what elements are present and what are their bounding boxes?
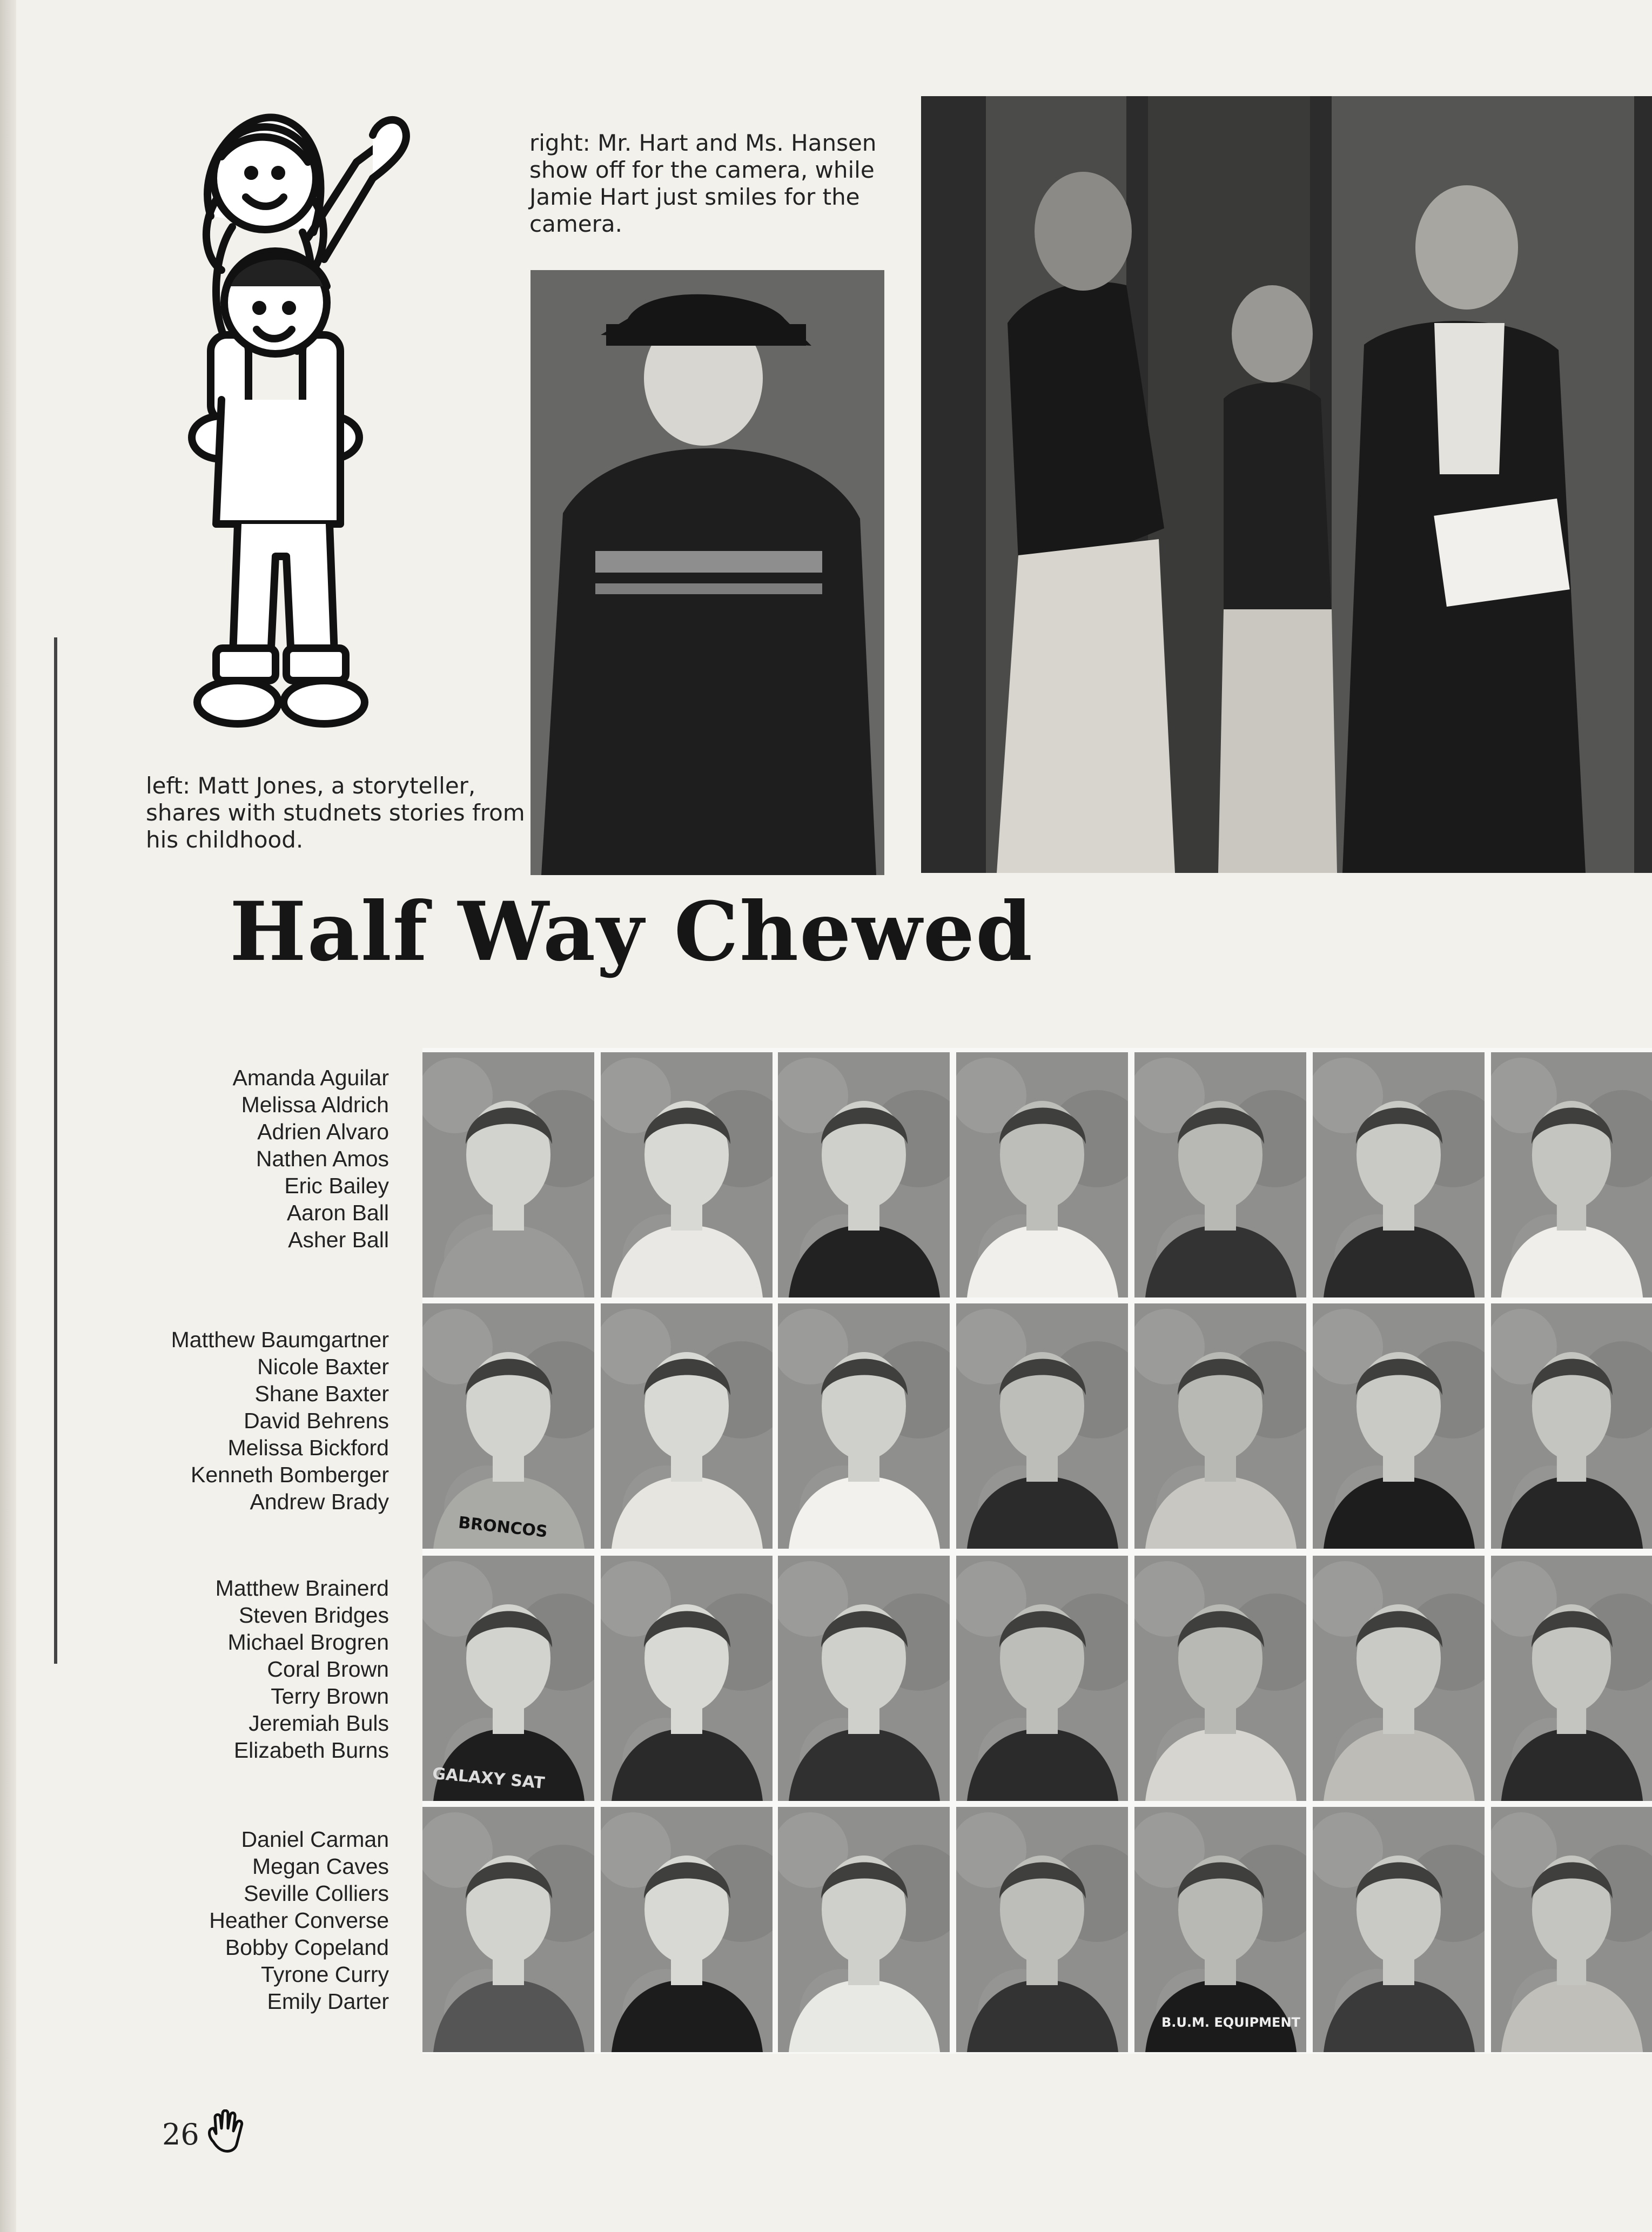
student-name: Nicole Baxter — [257, 1354, 389, 1379]
student-portrait — [601, 1807, 773, 2052]
student-name: Heather Converse — [209, 1908, 389, 1933]
student-name: Megan Caves — [252, 1854, 389, 1879]
student-name: Shane Baxter — [254, 1381, 389, 1406]
student-portrait — [956, 1052, 1128, 1297]
student-name: Elizabeth Burns — [233, 1738, 389, 1763]
student-name: Emily Darter — [267, 1989, 389, 2014]
student-portrait — [1491, 1052, 1652, 1297]
student-portrait — [1313, 1807, 1485, 2052]
student-name: Coral Brown — [267, 1657, 389, 1682]
student-portrait — [956, 1556, 1128, 1801]
student-portrait — [1491, 1556, 1652, 1801]
student-name: Asher Ball — [288, 1227, 389, 1252]
student-portrait — [601, 1052, 773, 1297]
student-portrait — [1491, 1807, 1652, 2052]
book-spine — [0, 0, 16, 2232]
student-portrait — [422, 1807, 594, 2052]
student-portrait — [778, 1303, 950, 1549]
student-name: Aaron Ball — [286, 1200, 389, 1225]
student-portrait — [601, 1303, 773, 1549]
student-portrait — [1313, 1556, 1485, 1801]
student-name: Terry Brown — [271, 1684, 389, 1709]
student-portrait — [1491, 1303, 1652, 1549]
student-name: Michael Brogren — [227, 1630, 389, 1655]
student-name: Jeremiah Buls — [249, 1711, 389, 1736]
student-portrait — [1134, 1556, 1306, 1801]
student-name: Seville Colliers — [244, 1881, 389, 1906]
student-name: Tyrone Curry — [261, 1962, 389, 1987]
shirt-text-broncos: BRONCOS — [457, 1513, 549, 1542]
student-name: Daniel Carman — [241, 1827, 389, 1852]
child-on-shoulders-icon — [178, 97, 448, 735]
student-name: Matthew Baumgartner — [171, 1327, 389, 1352]
student-name: Bobby Copeland — [225, 1935, 389, 1960]
student-name: Melissa Aldrich — [241, 1092, 389, 1117]
student-portrait — [422, 1303, 594, 1549]
student-portrait — [778, 1052, 950, 1297]
student-portrait — [778, 1807, 950, 2052]
student-portrait — [1134, 1052, 1306, 1297]
student-portrait — [422, 1556, 594, 1801]
student-name: Matthew Brainerd — [215, 1576, 389, 1601]
caption-right: right: Mr. Hart and Ms. Hansen show off for the camera, while Jamie Hart just smiles for the camera. — [529, 130, 877, 237]
names-row-1 — [108, 1064, 389, 1253]
student-portrait — [956, 1303, 1128, 1549]
group-photo — [921, 96, 1652, 873]
student-name: Andrew Brady — [250, 1489, 389, 1514]
student-portrait — [956, 1807, 1128, 2052]
hand-icon — [205, 2109, 249, 2158]
storyteller-photo — [530, 270, 884, 875]
student-name: Eric Bailey — [284, 1173, 389, 1198]
student-portrait — [601, 1556, 773, 1801]
student-name: David Behrens — [244, 1408, 389, 1433]
student-name: Amanda Aguilar — [232, 1065, 389, 1090]
page-number: 26 — [162, 2117, 199, 2152]
student-portrait — [778, 1556, 950, 1801]
shirt-text-bum: B.U.M. EQUIPMENT — [1161, 2015, 1300, 2030]
names-row-2 — [108, 1326, 389, 1515]
student-portrait — [1313, 1052, 1485, 1297]
student-name: Steven Bridges — [238, 1603, 389, 1628]
student-portrait — [1313, 1303, 1485, 1549]
caption-left: left: Matt Jones, a storyteller, shares with studnets stories from his childhood. — [146, 772, 525, 853]
student-name: Adrien Alvaro — [257, 1119, 389, 1144]
student-name: Melissa Bickford — [227, 1435, 389, 1460]
student-portrait — [422, 1052, 594, 1297]
student-name: Kenneth Bomberger — [191, 1462, 389, 1487]
names-row-4 — [108, 1826, 389, 2015]
student-name: Nathen Amos — [256, 1146, 389, 1171]
page-title: Half Way Chewed — [230, 884, 1033, 979]
shirt-text-galaxy: GALAXY SAT — [431, 1764, 546, 1793]
student-portrait — [1134, 1303, 1306, 1549]
page-edge-line — [54, 637, 57, 1664]
names-row-3 — [108, 1575, 389, 1764]
